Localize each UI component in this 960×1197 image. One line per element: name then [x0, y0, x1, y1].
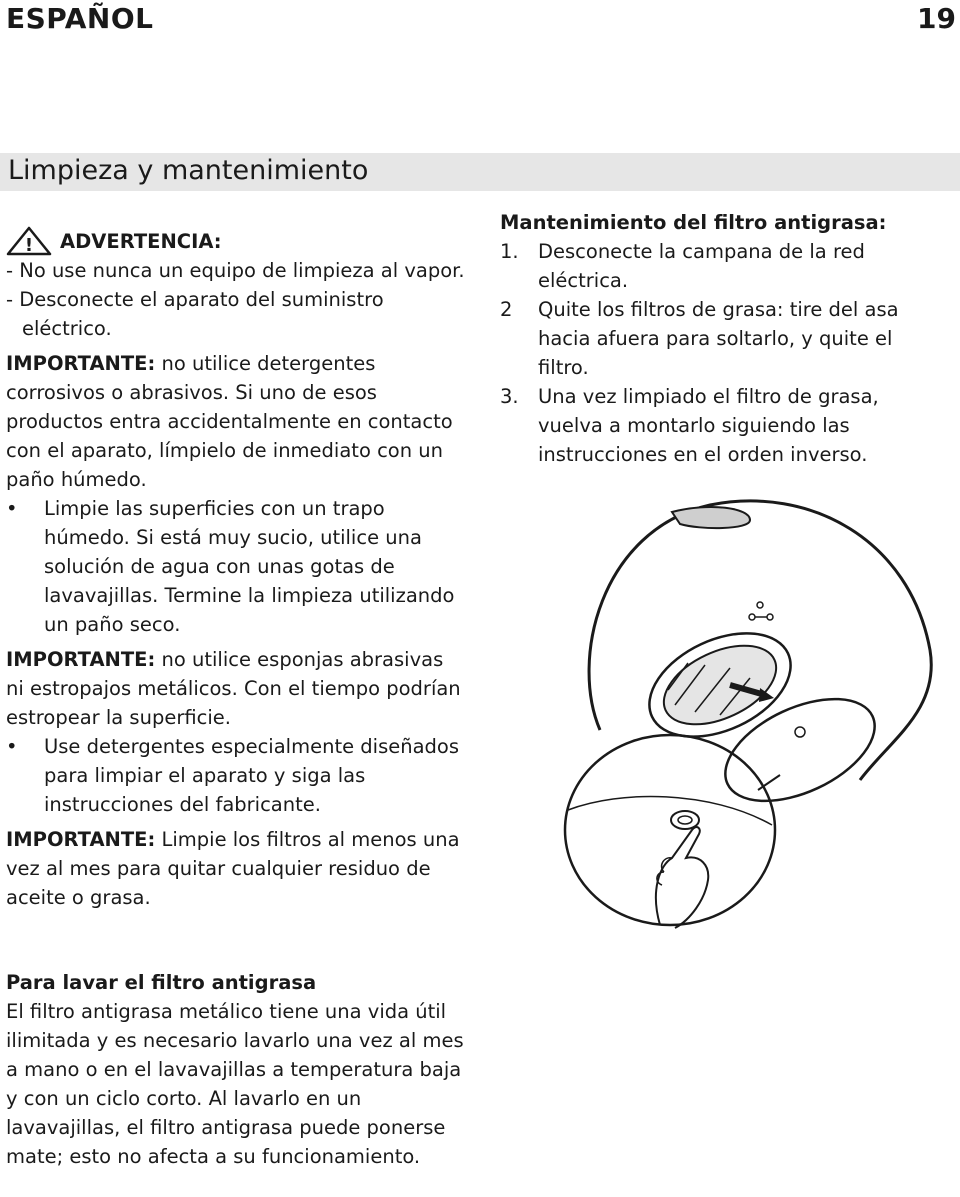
indicator-symbol [757, 602, 763, 608]
top-vent [672, 507, 750, 528]
section-title: Limpieza y mantenimiento [8, 155, 369, 186]
step-number: 2 [500, 298, 513, 321]
header-language: ESPAÑOL [6, 2, 154, 35]
step-text: Desconecte la campana de la red eléctrica. [538, 240, 865, 292]
warning-heading [6, 226, 466, 256]
section-header-bar [0, 153, 960, 191]
wash-filter-text: El filtro antigrasa metálico tiene una vida útil ilimitada y es necesario lavarlo una vez al mes a mano o en el lavavajillas a temperatura baja y con un ciclo corto. Al lavarlo en un lavavajillas, el filtro antigrasa puede ponerse mate; esto no afecta a su funcionamiento. [6, 1000, 464, 1168]
bullet-symbol: • [6, 735, 18, 758]
bullet-text: Use detergentes especialmente diseñados para limpiar el aparato y siga las instrucciones del fabricante. [44, 735, 460, 816]
hood-filter-illustration [560, 480, 960, 950]
step-number: 1. [500, 240, 519, 263]
important-note-3: IMPORTANTE: Limpie los filtros al menos una vez al mes para quitar cualquier residuo de aceite o grasa. [6, 828, 460, 909]
maintenance-step [500, 295, 940, 382]
maintenance-title: Mantenimiento del filtro antigrasa: [500, 211, 887, 234]
warning-triangle-icon [6, 226, 52, 256]
step-text: Quite los filtros de grasa: tire del asa hacia afuera para soltarlo, y quite el filtro. [538, 298, 899, 379]
bullet-item [6, 732, 466, 819]
wash-filter-section [6, 968, 466, 1171]
right-column [500, 208, 940, 469]
maintenance-step [500, 237, 940, 295]
svg-text:!: ! [24, 235, 34, 256]
step-text: Una vez limpiado el filtro de grasa, vuelva a montarlo siguiendo las instrucciones en el orden inverso. [538, 385, 879, 466]
wash-filter-title: Para lavar el filtro antigrasa [6, 971, 317, 994]
important-note-1: IMPORTANTE: no utilice detergentes corrosivos o abrasivos. Si uno de esos productos entra accidentalmente en contacto con el aparato, límpielo de inmediato con un paño húmedo. [6, 352, 453, 491]
left-column [6, 226, 466, 912]
bullet-text: Limpie las superficies con un trapo húmedo. Si está muy sucio, utilice una solución de agua con unas gotas de lavavajillas. Termine la limpieza utilizando un paño seco. [44, 497, 455, 636]
warning-item: - Desconecte el aparato del suministro eléctrico. [6, 288, 384, 340]
warning-title: ADVERTENCIA: [60, 229, 222, 253]
maintenance-step [500, 382, 940, 469]
bullet-item [6, 494, 466, 639]
hand-icon [656, 827, 708, 928]
step-number: 3. [500, 385, 519, 408]
page-number: 19 [917, 2, 956, 35]
detail-circle [565, 735, 775, 925]
warning-item: - No use nunca un equipo de limpieza al vapor. [6, 259, 465, 282]
bullet-symbol: • [6, 497, 18, 520]
important-note-2: IMPORTANTE: no utilice esponjas abrasivas ni estropajos metálicos. Con el tiempo podrían estropear la superficie. [6, 648, 461, 729]
